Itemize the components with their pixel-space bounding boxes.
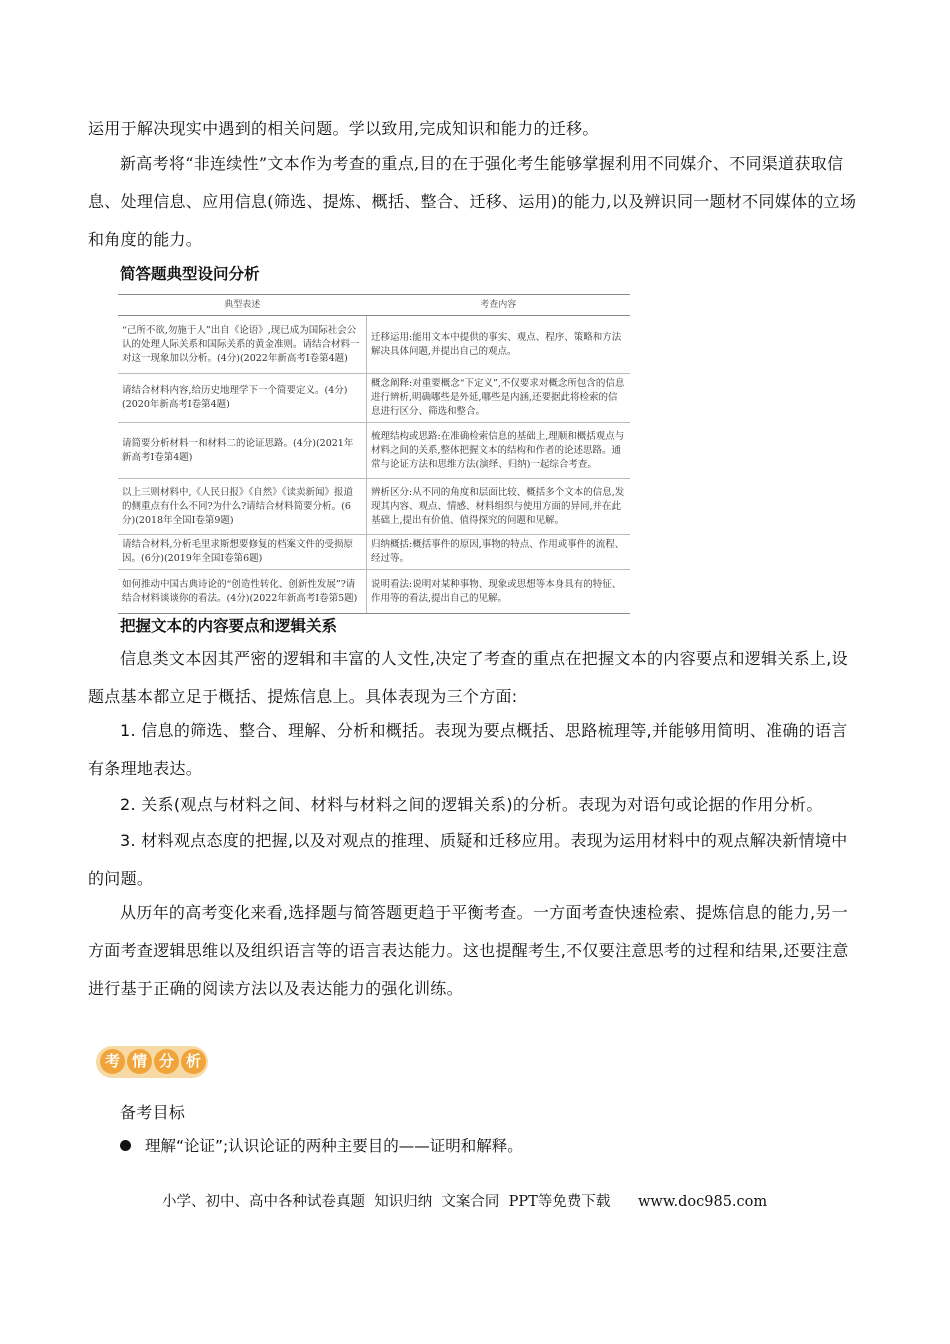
table-row (118, 423, 630, 479)
question-analysis-table (118, 294, 630, 614)
exam-analysis-badge (96, 1046, 208, 1082)
table-header-cell: 考查内容 (367, 295, 631, 316)
badge-char: 分 (154, 1049, 179, 1074)
prep-goal-title: 备考目标 (120, 1103, 186, 1122)
table-cell-expression: “己所不欲,勿施于人”出自《论语》,现已成为国际社会公认的处理人际关系和国际关系的黄金准则。请结合材料一对这一现象加以分析。(4分)(2022年新高考Ⅰ卷第4题) (118, 316, 367, 374)
badge-char: 情 (127, 1049, 152, 1074)
section-heading-analysis: 简答题典型设问分析 (120, 265, 260, 283)
prep-goal-text: 理解“论证”;认识论证的两种主要目的——证明和解释。 (145, 1137, 523, 1155)
table-cell-content: 说明看法:说明对某种事物、现象或思想等本身具有的特征、作用等的看法,提出自己的见解。 (367, 570, 631, 614)
table-cell-expression: 请结合材料,分析毛里求斯想要修复的档案文件的受损原因。(6分)(2019年全国Ⅰ卷第6题) (118, 535, 367, 570)
table-row (118, 570, 630, 614)
section-heading-content: 把握文本的内容要点和逻辑关系 (120, 617, 338, 635)
table-header-row (118, 295, 630, 316)
table-row (118, 479, 630, 535)
badge-char: 析 (181, 1049, 206, 1074)
table-cell-expression: 请结合材料内容,给历史地理学下一个简要定义。(4分)(2020年新高考Ⅰ卷第4题) (118, 374, 367, 423)
paragraph-trend: 从历年的高考变化来看,选择题与简答题更趋于平衡考查。一方面考查快速检索、提炼信息的能力,另一方面考查逻辑思维以及组织语言等的语言表达能力。这也提醒考生,不仅要注意思考的过程和结果,还要注意进行基于正确的阅读方法以及表达能力的强化训练。 (88, 903, 849, 998)
table-cell-content: 梳理结构或思路:在准确检索信息的基础上,理顺和概括观点与材料之间的关系,整体把握文本的结构和作者的论述思路。通常与论证方法和思维方法(演绎、归纳)一起综合考查。 (367, 423, 631, 479)
table-row (118, 374, 630, 423)
table-cell-content: 归纳概括:概括事件的原因,事物的特点、作用或事件的流程、经过等。 (367, 535, 631, 570)
table-cell-content: 概念阐释:对重要概念“下定义”,不仅要求对概念所包含的信息进行辨析,明确哪些是外延,哪些是内涵,还要据此将检索的信息进行区分、筛选和整合。 (367, 374, 631, 423)
bullet-dot-icon (120, 1140, 131, 1151)
prep-goal-item (120, 1134, 523, 1156)
list-item-3: 3. 材料观点态度的把握,以及对观点的推理、质疑和迁移应用。表现为运用材料中的观点解决新情境中的问题。 (88, 831, 848, 888)
table-cell-expression: 请简要分析材料一和材料二的论证思路。(4分)(2021年新高考Ⅰ卷第4题) (118, 423, 367, 479)
table-cell-content: 辨析区分:从不同的角度和层面比较、概括多个文本的信息,发现其内容、观点、情感、材料组织与使用方面的异同,并在此基础上,提出有价值、值得探究的问题和见解。 (367, 479, 631, 535)
list-item-1: 1. 信息的筛选、整合、理解、分析和概括。表现为要点概括、思路梳理等,并能够用简明、准确的语言有条理地表达。 (88, 721, 848, 778)
badge-char: 考 (100, 1049, 125, 1074)
table-cell-content: 迁移运用:能用文本中提供的事实、观点、程序、策略和方法解决具体问题,并提出自己的观点。 (367, 316, 631, 374)
paragraph-new-exam: 新高考将“非连续性”文本作为考查的重点,目的在于强化考生能够掌握利用不同媒介、不同渠道获取信息、处理信息、应用信息(筛选、提炼、概括、整合、迁移、运用)的能力,以及辨识同一题材不同媒体的立场和角度的能力。 (88, 154, 857, 249)
table-row (118, 316, 630, 374)
table-header-cell: 典型表述 (118, 295, 367, 316)
table-cell-expression: 以上三则材料中,《人民日报》《自然》《读卖新闻》报道的侧重点有什么不同?为什么?请结合材料简要分析。(6分)(2018年全国Ⅰ卷第9题) (118, 479, 367, 535)
list-item-2: 2. 关系(观点与材料之间、材料与材料之间的逻辑关系)的分析。表现为对语句或论据的作用分析。 (120, 795, 823, 814)
table-row (118, 535, 630, 570)
paragraph-text-focus: 信息类文本因其严密的逻辑和丰富的人文性,决定了考查的重点在把握文本的内容要点和逻辑关系上,设题点基本都立足于概括、提炼信息上。具体表现为三个方面: (88, 649, 848, 706)
footer-ad: 小学、初中、高中各种试卷真题 知识归纳 文案合同 PPT等免费下载 www.doc985.com (162, 1194, 768, 1210)
paragraph-intro-end: 运用于解决现实中遇到的相关问题。学以致用,完成知识和能力的迁移。 (88, 119, 599, 138)
table-cell-expression: 如何推动中国古典诗论的“创造性转化、创新性发展”?请结合材料谈谈你的看法。(4分)(2022年新高考Ⅰ卷第5题) (118, 570, 367, 614)
